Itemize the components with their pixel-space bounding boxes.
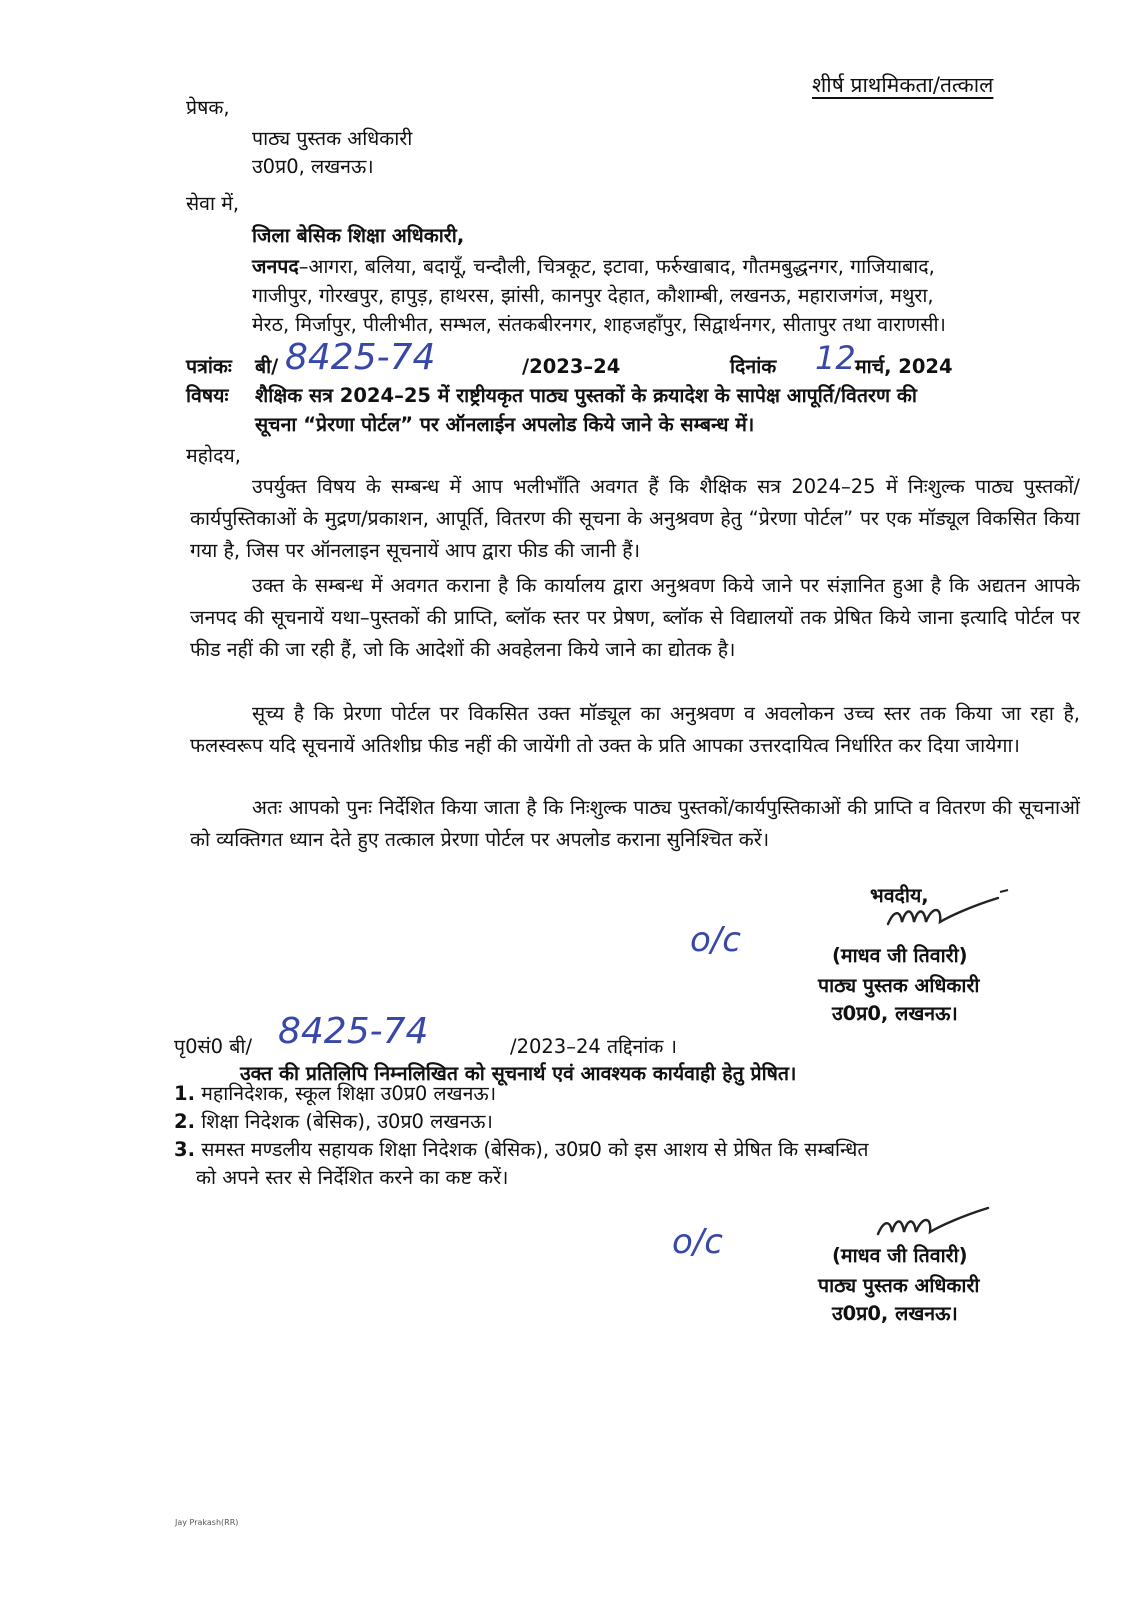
letter-date-rest: मार्च, 2024 bbox=[855, 355, 953, 378]
priority-marking: शीर्ष प्राथमिकता/तत्काल bbox=[812, 73, 994, 97]
endorsement-item-3 bbox=[174, 1134, 869, 1165]
subject-label: विषयः bbox=[186, 384, 229, 407]
subject-line1: शैक्षिक सत्र 2024–25 में राष्ट्रीयकृत पाठ्य पुस्तकों के क्रयादेश के सापेक्ष आपूर्ति/वितरण की bbox=[255, 384, 917, 407]
endorsement-item-3-cont: को अपने स्तर से निर्देशित करने का कष्ट करें। bbox=[196, 1166, 509, 1189]
letter-ref-label: पत्रांकः bbox=[186, 355, 232, 378]
item-text: शिक्षा निदेशक (बेसिक), उ0प्र0 लखनऊ। bbox=[201, 1110, 493, 1133]
sender-place: उ0प्र0, लखनऊ। bbox=[252, 155, 374, 178]
letter-ref-prefix: बी/ bbox=[255, 355, 279, 378]
item-number: 3. bbox=[174, 1138, 195, 1161]
sender-label: प्रेषक, bbox=[186, 96, 230, 119]
item-text: महानिदेशक, स्कूल शिक्षा उ0प्र0 लखनऊ। bbox=[201, 1082, 497, 1105]
endorsement-label: पृ0सं0 बी/ bbox=[174, 1035, 253, 1058]
letter-ref-session: /2023–24 bbox=[522, 355, 621, 378]
subject-line2: सूचना “प्रेरणा पोर्टल” पर ऑनलाईन अपलोड किये जाने के सम्बन्ध में। bbox=[255, 413, 755, 436]
endorsement-item-1 bbox=[174, 1078, 496, 1109]
letter-date-handwritten: 12 bbox=[815, 339, 856, 377]
signatory-name: (माधव जी तिवारी) bbox=[832, 944, 968, 967]
recipient-districts-line1 bbox=[252, 251, 935, 282]
letter-ref-number-handwritten: 8425-74 bbox=[285, 337, 436, 378]
initials-oc-1: o/c bbox=[690, 920, 741, 960]
signatory2-name: (माधव जी तिवारी) bbox=[832, 1244, 968, 1267]
endorsement-item-2 bbox=[174, 1106, 493, 1137]
paragraph-3: सूच्य है कि प्रेरणा पोर्टल पर विकसित उक्त मॉड्यूल का अनुश्रवण व अवलोकन उच्च स्तर तक किया जा रहा है, फलस्वरूप यदि सूचनायें अतिशीघ्र फीड नहीं की जायेंगी तो उक्त के प्रति आपका उत्तरदायित्व निर्धारित कर दिया जायेगा। bbox=[190, 702, 1080, 757]
letter-date-label: दिनांक bbox=[730, 355, 777, 378]
recipient-districts-line3: मेरठ, मिर्जापुर, पीलीभीत, सम्भल, संतकबीरनगर, शाहजहाँपुर, सिद्वार्थनगर, सीतापुर तथा वाराणसी। bbox=[252, 313, 946, 336]
recipient-designation: जिला बेसिक शिक्षा अधिकारी, bbox=[252, 224, 465, 247]
sender-designation: पाठ्य पुस्तक अधिकारी bbox=[252, 127, 413, 150]
closing: भवदीय, bbox=[870, 884, 929, 907]
signatory-place: उ0प्र0, लखनऊ। bbox=[832, 1002, 958, 1025]
initials-oc-2: o/c bbox=[672, 1222, 723, 1262]
paragraph-2: उक्त के सम्बन्ध में अवगत कराना है कि कार्यालय द्वारा अनुश्रवण किये जाने पर संज्ञानित हुआ है कि अद्यतन आपके जनपद की सूचनायें यथा–पुस्तकों की प्राप्ति, ब्लॉक स्तर पर प्रेषण, ब्लॉक से विद्यालयों तक प्रेषित किये जाना इत्यादि पोर्टल पर फीड नहीं की जा रही हैं, जो कि आदेशों की अवहेलना किये जाने का द्योतक है। bbox=[190, 574, 1080, 661]
signatory2-designation: पाठ्य पुस्तक अधिकारी bbox=[818, 1274, 980, 1297]
item-number: 2. bbox=[174, 1110, 195, 1133]
item-text: समस्त मण्डलीय सहायक शिक्षा निदेशक (बेसिक), उ0प्र0 को इस आशय से प्रेषित कि सम्बन्धित bbox=[201, 1138, 869, 1161]
endorsement-number-handwritten: 8425-74 bbox=[278, 1011, 429, 1052]
recipient-districts-line2: गाजीपुर, गोरखपुर, हापुड़, हाथरस, झांसी, कानपुर देहात, कौशाम्बी, लखनऊ, महाराजगंज, मथुरा, bbox=[252, 284, 934, 307]
paragraph-1: उपर्युक्त विषय के सम्बन्ध में आप भलीभाँति अवगत हैं कि शैक्षिक सत्र 2024–25 में निःशुल्क पाठ्य पुस्तकों/कार्यपुस्तिकाओं के मुद्रण/प्रकाशन, आपूर्ति, वितरण की सूचना के अनुश्रवण हेतु “प्रेरणा पोर्टल” पर एक मॉड्यूल विकसित किया गया है, जिस पर ऑनलाइन सूचनायें आप द्वारा फीड की जानी हैं। bbox=[190, 475, 1080, 562]
district-label: जनपद bbox=[252, 255, 299, 278]
districts-list-1: –आगरा, बलिया, बदायूँ, चन्दौली, चित्रकूट, इटावा, फर्रुखाबाद, गौतमबुद्धनगर, गाजियाबाद, bbox=[298, 255, 935, 278]
footer-note: Jay Prakash(RR) bbox=[175, 1518, 239, 1527]
paragraph-4: अतः आपको पुनः निर्देशित किया जाता है कि निःशुल्क पाठ्य पुस्तकों/कार्यपुस्तिकाओं की प्राप्ति व वितरण की सूचनाओं को व्यक्तिगत ध्यान देते हुए तत्काल प्रेरणा पोर्टल पर अपलोड कराना सुनिश्चित करें। bbox=[190, 796, 1080, 851]
endorsement-session: /2023–24 तद्दिनांक । bbox=[510, 1035, 677, 1058]
salutation: महोदय, bbox=[186, 444, 241, 467]
endorsement-heading: उक्त की प्रतिलिपि निम्नलिखित को सूचनार्थ एवं आवश्यक कार्यवाही हेतु प्रेषित। bbox=[240, 1062, 797, 1085]
recipient-label: सेवा में, bbox=[186, 192, 240, 215]
item-number: 1. bbox=[174, 1082, 195, 1105]
signature-1 bbox=[880, 888, 1010, 938]
signatory-designation: पाठ्य पुस्तक अधिकारी bbox=[818, 974, 980, 997]
signatory2-place: उ0प्र0, लखनऊ। bbox=[832, 1302, 958, 1325]
